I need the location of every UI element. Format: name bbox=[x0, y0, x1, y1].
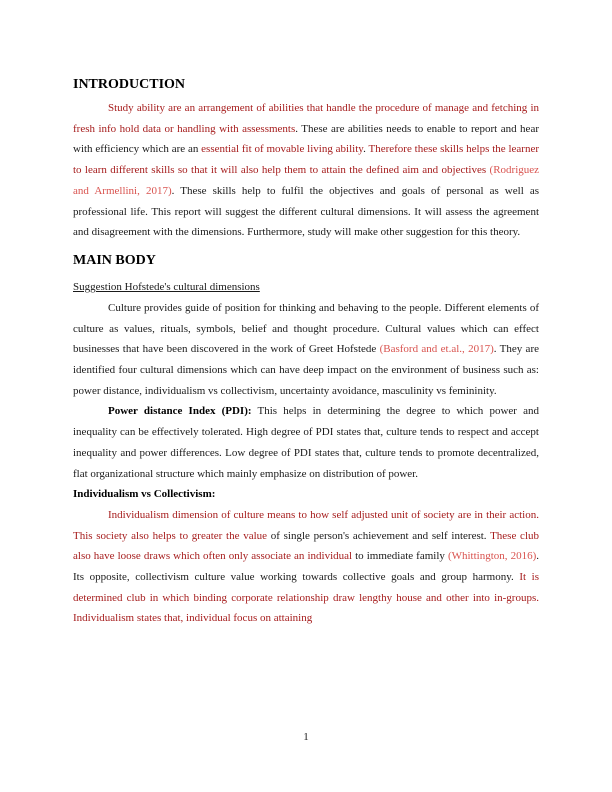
introduction-paragraph bbox=[73, 98, 539, 243]
intro-text-red-1: Study ability are an arrangement of abilities that handle the procedure of manage and fetching in fresh info hold data or handling with assessments bbox=[73, 102, 539, 135]
page-number: 1 bbox=[303, 731, 309, 743]
main-body-heading: MAIN BODY bbox=[73, 252, 156, 268]
intro-text-red-2: essential fit of movable living ability bbox=[201, 143, 364, 156]
document-page bbox=[73, 75, 539, 629]
pdi-paragraph bbox=[73, 401, 539, 484]
pdi-label: Power distance Index (PDI): bbox=[108, 405, 252, 418]
individualism-paragraph bbox=[73, 505, 539, 629]
culture-text-2: . They are identified four cultural dimensions which can have deep impact on the environment of business such as: power distance, individualism vs collectivism, uncertainty avoidance, masculinity vs femininity. bbox=[73, 343, 539, 397]
ind-text-red-2: These club also have loose draws which often only associate an individual bbox=[73, 529, 539, 563]
intro-text-2: . bbox=[363, 143, 369, 156]
culture-paragraph bbox=[73, 298, 539, 402]
introduction-heading: INTRODUCTION bbox=[73, 77, 186, 92]
culture-citation: (Basford and et.al., 2017) bbox=[379, 343, 494, 356]
culture-text-1: Culture provides guide of position for thinking and behaving to the people. Different elements of culture as values, rituals, symbols, belief and thought procedure. Cultural values which can effect businesses that have been discovered in the work of Greet Hofstede bbox=[73, 301, 539, 356]
ind-text-2: to immediate family bbox=[352, 550, 448, 563]
individualism-heading: Individualism vs Collectivism: bbox=[73, 488, 216, 501]
intro-text-1: . These are abilities needs to enable to report and hear with efficiency which are an bbox=[73, 122, 539, 156]
hofstede-subheading: Suggestion Hofstede's cultural dimensions bbox=[73, 280, 260, 293]
pdi-text: This helps in determining the degree to which power and inequality can be effectively tolerated. High degree of PDI states that, culture tends to respect and accept inequality and power differences. Low degree of PDI states that, culture tends to promote decentralized, flat organizational structure which mainly emphasize on distribution of power. bbox=[73, 405, 540, 480]
intro-citation: (Rodriguez and Armellini, 2017) bbox=[73, 164, 540, 197]
ind-text-3: . Its opposite, collectivism culture value working towards collective goals and group harmony. bbox=[73, 550, 539, 584]
ind-citation: (Whittington, 2016) bbox=[447, 550, 537, 563]
ind-text-red-1: Individualism dimension of culture means to how self adjusted unit of society are in their action. This society also helps to greater the value bbox=[73, 508, 539, 542]
intro-text-4: . These skills help to fulfil the objectives and goals of personal as well as professional life. This report will suggest the different cultural dimensions. It will assess the agreement and disagreement with the dimensions. Furthermore, study will make other suggestion for this theory. bbox=[73, 184, 539, 239]
ind-text-red-3: It is determined club in which binding corporate relationship draw lengthy house and other into in-groups. Individualism states that, individual focus on attaining bbox=[73, 571, 540, 625]
ind-text-1: of single person's achievement and self interest. bbox=[267, 529, 491, 542]
intro-text-red-3: Therefore these skills helps the learner to learn different skills so that it will also help them to attain the defined aim and objectives bbox=[73, 143, 539, 177]
